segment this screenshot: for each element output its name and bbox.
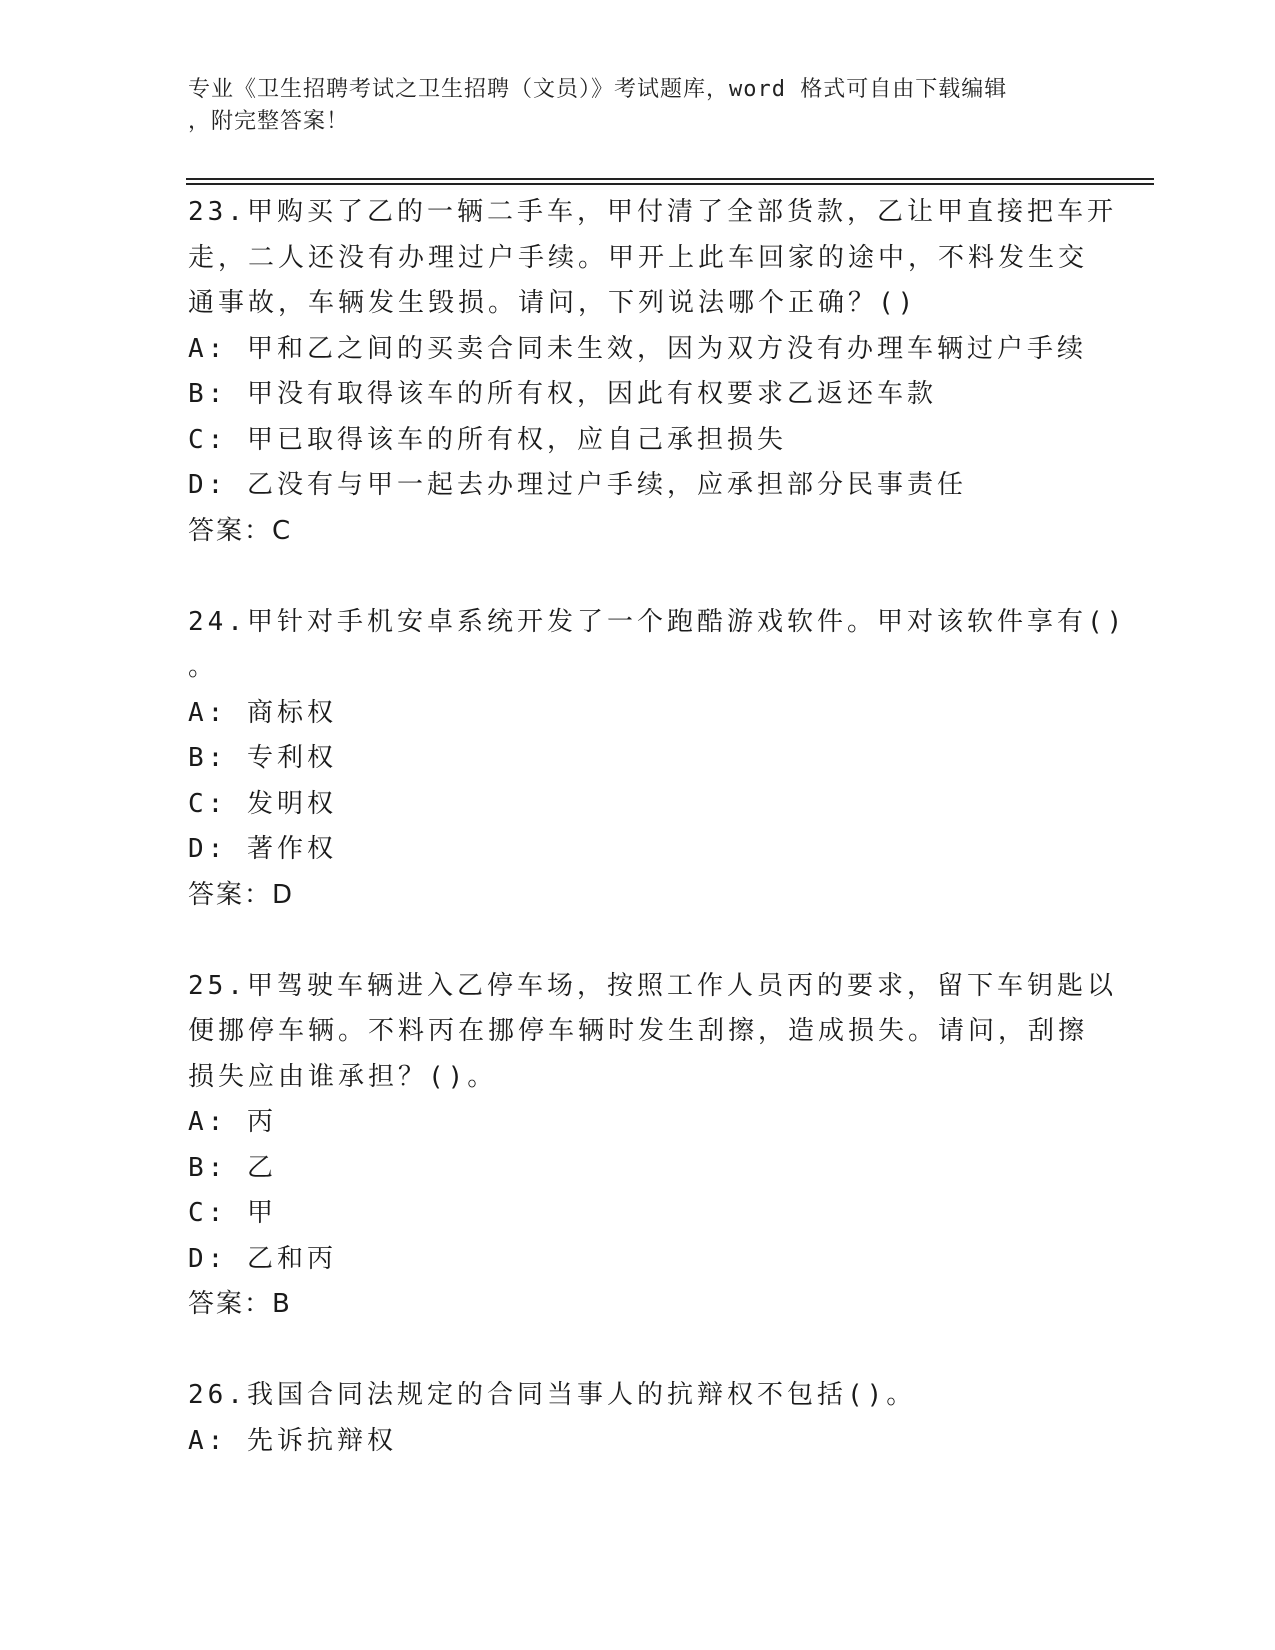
option-a: A: 商标权 — [188, 697, 337, 728]
option-c: C: 甲 — [188, 1198, 277, 1228]
question-spacer — [188, 918, 1088, 964]
answer-label: 答案：C — [188, 515, 293, 546]
question-text-line: 。 — [188, 652, 219, 682]
question-text-line: 23.甲购买了乙的一辆二手车，甲付清了全部货款，乙让甲直接把车开 — [188, 197, 1117, 227]
question-text-line: 25.甲驾驶车辆进入乙停车场，按照工作人员丙的要求，留下车钥匙以 — [188, 970, 1117, 1001]
question-26 — [188, 1373, 1088, 1464]
option-b: B: 甲没有取得该车的所有权，因此有权要求乙返还车款 — [188, 379, 937, 409]
question-spacer — [188, 554, 1088, 600]
answer-label: 答案：D — [188, 879, 295, 910]
header-line-1: 专业《卫生招聘考试之卫生招聘（文员）》考试题库，word 格式可自由下载编辑 — [188, 77, 1008, 102]
question-23 — [188, 190, 1117, 554]
question-text-line: 26.我国合同法规定的合同当事人的抗辩权不包括()。 — [188, 1380, 917, 1410]
option-a: A: 甲和乙之间的买卖合同未生效，因为双方没有办理车辆过户手续 — [188, 333, 1087, 364]
question-list — [188, 190, 1127, 1464]
question-text-line: 损失应由谁承担？()。 — [188, 1061, 498, 1092]
header-rule-top — [186, 178, 1154, 180]
option-a: A: 先诉抗辩权 — [188, 1425, 397, 1456]
question-text-line: 便挪停车辆。不料丙在挪停车辆时发生刮擦，造成损失。请问，刮擦 — [188, 1016, 1089, 1046]
question-25 — [188, 964, 1117, 1328]
question-24 — [188, 600, 1127, 919]
header-rule-bottom — [186, 183, 1154, 185]
option-d: D: 乙没有与甲一起去办理过户手续，应承担部分民事责任 — [188, 470, 967, 500]
option-d: D: 乙和丙 — [188, 1243, 337, 1274]
option-c: C: 发明权 — [188, 788, 337, 819]
question-text-line: 通事故，车辆发生毁损。请问，下列说法哪个正确？() — [188, 288, 918, 318]
answer-label: 答案：B — [188, 1289, 292, 1319]
option-b: B: 专利权 — [188, 743, 337, 773]
option-c: C: 甲已取得该车的所有权，应自己承担损失 — [188, 424, 787, 455]
option-d: D: 著作权 — [188, 834, 337, 864]
header-line-2: ，附完整答案！ — [188, 109, 350, 134]
option-a: A: 丙 — [188, 1107, 277, 1137]
document-header — [188, 74, 1088, 138]
question-spacer — [188, 1328, 1088, 1374]
option-b: B: 乙 — [188, 1152, 277, 1183]
question-text-line: 走，二人还没有办理过户手续。甲开上此车回家的途中，不料发生交 — [188, 242, 1089, 273]
question-text-line: 24.甲针对手机安卓系统开发了一个跑酷游戏软件。甲对该软件享有() — [188, 606, 1127, 637]
